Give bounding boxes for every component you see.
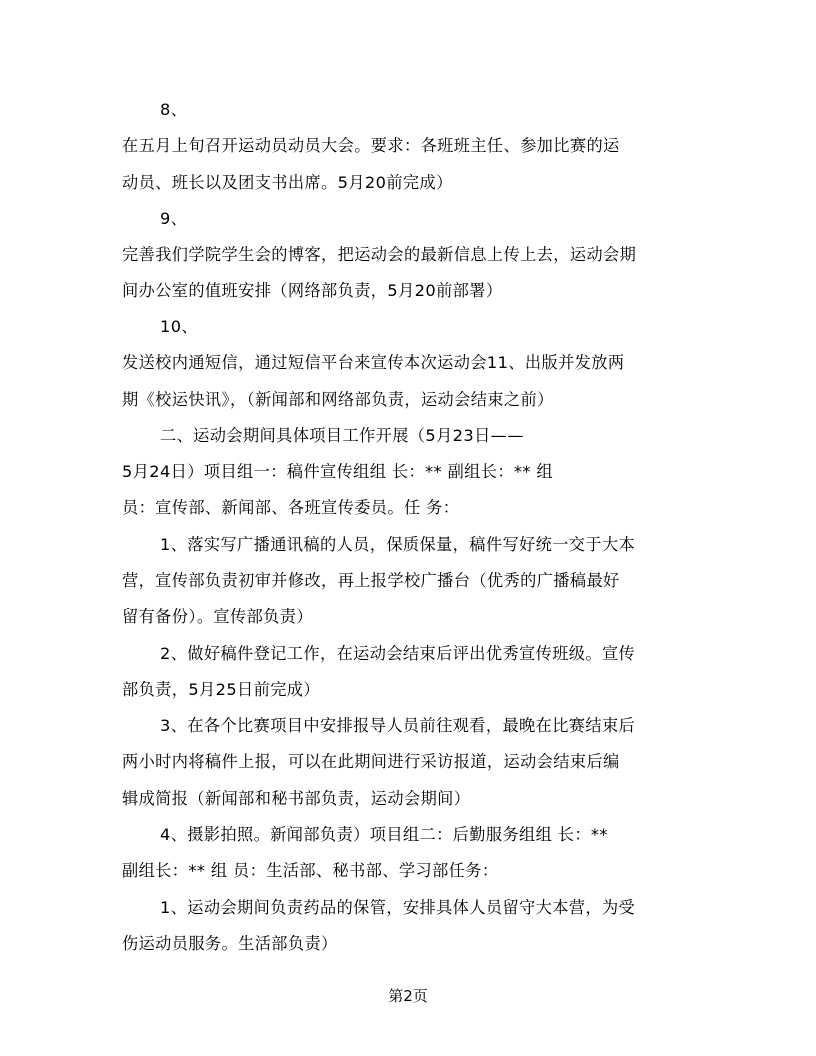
text-line: 间办公室的值班安排（网络部负责，5月20前部署） (122, 281, 503, 300)
text-line: 留有备份）。宣传部负责） (122, 607, 313, 626)
text-line: 3、在各个比赛项目中安排报导人员前往观看，最晚在比赛结束后 (160, 716, 636, 735)
text-line: 完善我们学院学生会的博客，把运动会的最新信息上传上去，运动会期 (122, 245, 637, 264)
text-line: 副组长：** 组 员：生活部、秘书部、学习部任务： (122, 861, 499, 880)
text-line: 9、 (160, 209, 188, 228)
text-line: 动员、班长以及团支书出席。5月20前完成） (122, 173, 453, 192)
text-line: 两小时内将稿件上报，可以在此期间进行采访报道，运动会结束后编 (122, 752, 620, 771)
text-line: 1、运动会期间负责药品的保管，安排具体人员留守大本营，为受 (160, 898, 636, 917)
text-line: 发送校内通短信，通过短信平台来宣传本次运动会11、出版并发放两 (122, 353, 625, 372)
text-line: 4、摄影拍照。新闻部负责）项目组二：后勤服务组组 长：** (160, 825, 608, 844)
text-line: 在五月上旬召开运动员动员大会。要求：各班班主任、参加比赛的运 (122, 136, 620, 155)
page-number: 第2页 (388, 987, 428, 1005)
text-line: 期《校运快讯》，（新闻部和网络部负责，运动会结束之前） (122, 390, 554, 409)
text-line: 8、 (160, 100, 188, 119)
text-line: 10、 (160, 317, 198, 336)
text-line: 部负责，5月25日前完成） (122, 680, 320, 699)
text-line: 二、运动会期间具体项目工作开展（5月23日—— (160, 426, 524, 445)
text-line: 营，宣传部负责初审并修改，再上报学校广播台（优秀的广播稿最好 (122, 571, 620, 590)
text-line: 5月24日）项目组一：稿件宣传组组 长：** 副组长：** 组 (122, 462, 554, 481)
text-line: 员：宣传部、新闻部、各班宣传委员。任 务： (122, 498, 460, 517)
text-line: 2、做好稿件登记工作，在运动会结束后评出优秀宣传班级。宣传 (160, 644, 636, 663)
text-line: 伤运动员服务。生活部负责） (122, 934, 338, 953)
text-line: 辑成简报（新闻部和秘书部负责，运动会期间） (122, 789, 471, 808)
text-line: 1、落实写广播通讯稿的人员，保质保量，稿件写好统一交于大本 (160, 535, 636, 554)
